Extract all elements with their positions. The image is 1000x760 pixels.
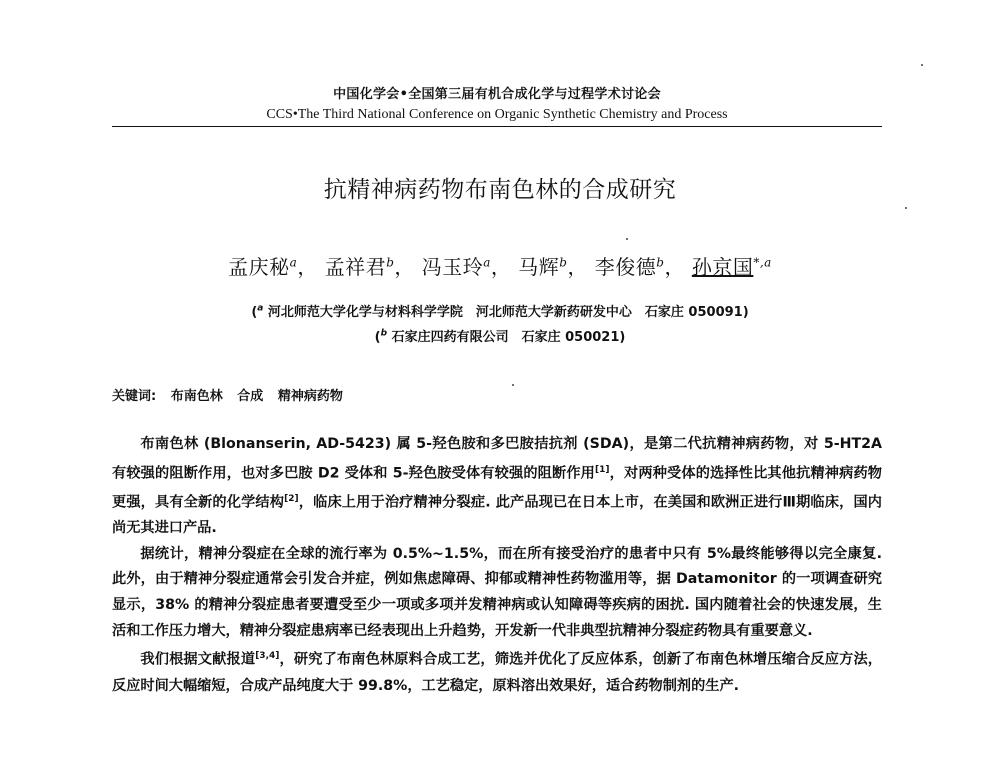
- citation: [1]: [595, 464, 610, 475]
- body-text: [112, 432, 882, 699]
- author: 孟庆秘$^a$，: [228, 255, 318, 279]
- scan-speck: [626, 238, 628, 240]
- scan-speck: [905, 207, 907, 209]
- paragraph-3: 我们根据文献报道[3,4]，研究了布南色林原料合成工艺，筛选并优化了反应体系，创新了布南色林增压缩合反应方法，反应时间大幅缩短，合成产品纯度大于 99.8%，工艺稳定，原料溶出效果好，适合药物制剂的生产.: [112, 651, 882, 694]
- author: 孟祥君$^b$，: [324, 255, 415, 279]
- author: 马辉$^b$，: [518, 255, 588, 279]
- paper-title: 抗精神病药物布南色林的合成研究: [323, 177, 677, 203]
- paragraph-2: 据统计，精神分裂症在全球的流行率为 0.5%~1.5%，而在所有接受治疗的患者中只有 5%最终能够得以完全康复. 此外，由于精神分裂症通常会引发合并症，例如焦虑障碍、抑郁或精神性药物滥用等，据 Datamonitor 的一项调查研究显示，38% 的精神分裂症患者要遭受至少一项或多项并发精神病或认知障碍等疾病的困扰. 国内随着社会的快速发展，生活和工作压力增大，精神分裂症患病率已经表现出上升趋势，开发新一代非典型抗精神分裂症药物具有重要意义.: [112, 545, 882, 639]
- conference-name-en: CCS•The Third National Conference on Organic Synthetic Chemistry and Process: [266, 107, 728, 122]
- scan-speck: [921, 64, 923, 66]
- keywords: [112, 385, 343, 404]
- conference-name-cn: 中国化学会•全国第三届有机合成化学与过程学术讨论会: [333, 87, 661, 102]
- corresponding-author: 孙京国$^{*,a}$: [691, 255, 772, 279]
- keyword: 合成: [237, 389, 264, 404]
- author-list: [0, 251, 1000, 280]
- keyword: 精神病药物: [277, 389, 343, 404]
- paragraph-1: 布南色林 (Blonanserin, AD-5423) 属 5-羟色胺和多巴胺拮抗剂 (SDA)，是第二代抗精神病药物，对 5-HT2A 有较强的阻断作用，也对多巴胺 D2 受体和 5-羟色胺受体有较强的阻断作用[1]，对两种受体的选择性比其他抗精神病药物更强，具有全新的化学结构[2]，临床上用于治疗精神分裂症. 此产品现已在日本上市，在美国和欧洲正进行Ⅲ期临床，国内尚无其进口产品.: [112, 436, 882, 537]
- header-rule: [112, 126, 882, 127]
- citation: [2]: [284, 493, 299, 504]
- conference-header: [112, 86, 882, 124]
- author: 李俊德$^b$，: [594, 255, 685, 279]
- scan-speck: [512, 384, 514, 386]
- affiliation-a: ($^a$ 河北师范大学化学与材料科学学院 河北师范大学新药研发中心 石家庄 050091): [251, 303, 749, 320]
- keywords-label: 关键词:: [112, 389, 157, 404]
- keyword: 布南色林: [170, 389, 223, 404]
- author: 冯玉玲$^a$，: [421, 255, 512, 279]
- citation: [3,4]: [255, 651, 280, 662]
- affiliation-b: ($^b$ 石家庄四药有限公司 石家庄 050021): [374, 328, 626, 345]
